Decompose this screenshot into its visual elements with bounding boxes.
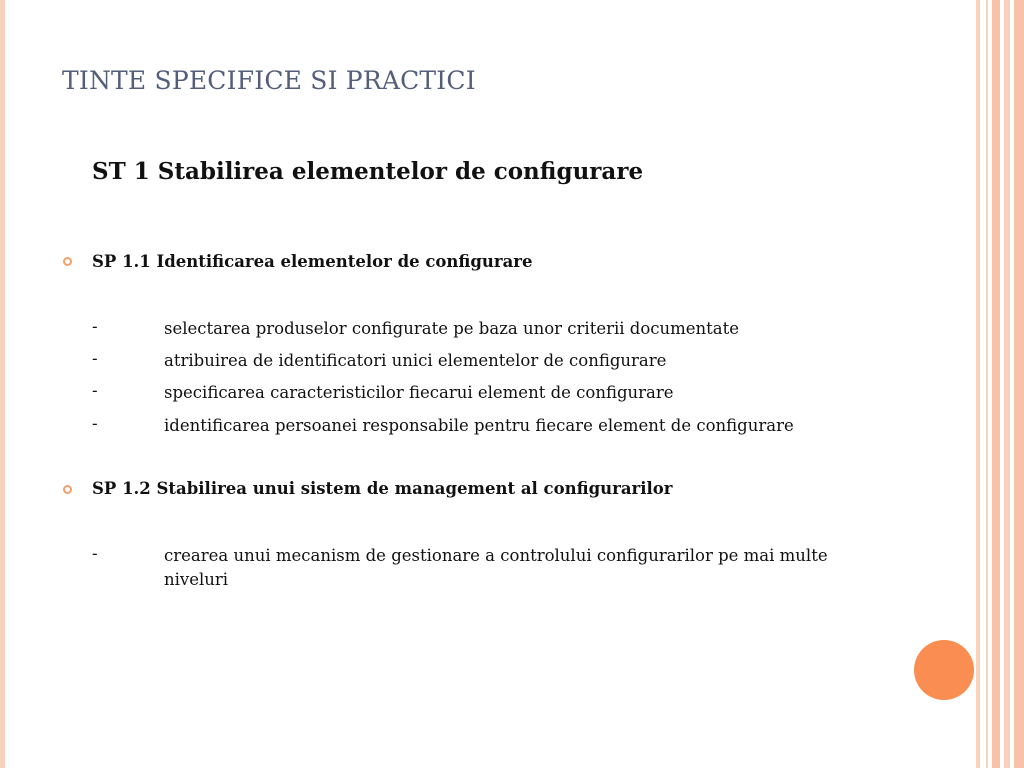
stripe [992,0,1000,768]
slide-subtitle: ST 1 Stabilirea elementelor de configurare [92,158,644,185]
list-item-marker: - [92,349,98,368]
circle-bullet-icon [63,485,72,494]
list-item-marker: - [92,544,98,563]
left-border-decoration [0,0,5,768]
accent-circle-decoration [914,640,974,700]
list-item-marker: - [92,317,98,336]
circle-bullet-icon [63,257,72,266]
list-item-text: atribuirea de identificatori unici elementelor de configurare [164,351,667,370]
list-item-marker: - [92,381,98,400]
stripe [1004,0,1010,768]
list-item-marker: - [92,414,98,433]
stripe [986,0,988,768]
right-stripe-decoration [976,0,1024,768]
section-heading-sp-1-2: SP 1.2 Stabilirea unui sistem de management al configurarilor [92,479,673,498]
stripe [1014,0,1024,768]
list-item-text: crearea unui mecanism de gestionare a controlului configurarilor pe mai multe niveluri [164,546,828,589]
list-item-text: identificarea persoanei responsabile pentru fiecare element de configurare [164,416,794,435]
list-item-text: selectarea produselor configurate pe baza unor criterii documentate [164,319,740,338]
stripe [976,0,980,768]
list-item-text: specificarea caracteristicilor fiecarui element de configurare [164,383,674,402]
section-heading-sp-1-1: SP 1.1 Identificarea elementelor de configurare [92,252,533,271]
slide-title: TINTE SPECIFICE SI PRACTICI [62,66,476,95]
